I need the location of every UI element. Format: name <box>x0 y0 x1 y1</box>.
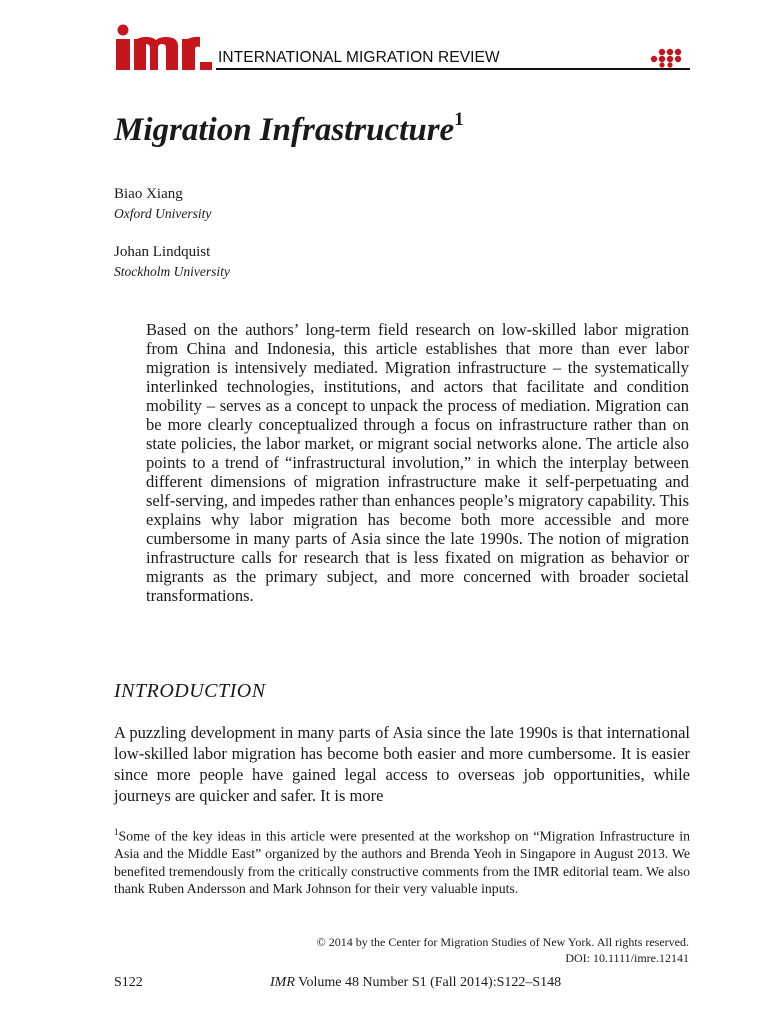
article-title <box>114 109 464 149</box>
author-affiliation: Stockholm University <box>114 264 230 279</box>
title-footnote-mark: 1 <box>454 109 464 130</box>
footnote <box>114 824 690 898</box>
copyright-block <box>189 934 689 966</box>
section-heading: INTRODUCTION <box>114 680 266 702</box>
author-name: Biao Xiang <box>114 186 183 202</box>
journal-header <box>114 22 690 78</box>
footnote-text: Some of the key ideas in this article were presented at the workshop on “Migration Infrastructure in Asia and the Middle East” organized by the authors and Brenda Yeoh in Singapore in August 2013. We benefited tremendously from the critically constructive comments from the IMR editorial team. We also thank Ruben Andersson and Mark Johnson for their very valuable inputs. <box>114 828 690 897</box>
journal-dots-icon <box>642 48 690 68</box>
doi: DOI: 10.1111/imre.12141 <box>565 951 689 965</box>
copyright-notice: © 2014 by the Center for Migration Studies of New York. All rights reserved. <box>316 935 689 949</box>
abstract: Based on the authors’ long-term field research on low-skilled labor migration from China and Indonesia, this article establishes that more than ever labor migration is intensively mediated. Migration infrastructure – the systematically interlinked technologies, institutions, and actors that facilitate and condition mobility – serves as a concept to unpack the process of mediation. Migration can be more clearly conceptualized through a focus on infrastructure rather than on state policies, the labor market, or migrant social networks alone. The article also points to a trend of “infrastructural involution,” in which the interplay between different dimensions of migration infrastructure make it self-perpetuating and self-serving, and impedes rather than enhances people’s migratory capability. This explains why labor migration has become both more accessible and more cumbersome in many parts of Asia since the late 1990s. The notion of migration infrastructure calls for research that is less fixated on migration as behavior or migrants as the primary subject, and more concerned with broader societal transformations. <box>146 320 689 605</box>
page-number: S122 <box>114 975 143 990</box>
header-rule <box>216 68 690 70</box>
article-title-text: Migration Infrastructure <box>114 112 455 148</box>
volume-text: Volume 48 Number S1 (Fall 2014):S122–S148 <box>298 975 562 990</box>
journal-abbrev: IMR <box>270 975 295 990</box>
journal-name: INTERNATIONAL MIGRATION REVIEW <box>218 49 500 66</box>
author-name: Johan Lindquist <box>114 244 211 260</box>
imr-logo <box>114 22 216 76</box>
author-affiliation: Oxford University <box>114 206 212 221</box>
body-paragraph: A puzzling development in many parts of Asia since the late 1990s is that international low-skilled labor migration has become both easier and more cumbersome. It is easier since more people have gained legal access to overseas job opportunities, while journeys are quicker and safer. It is more <box>114 723 690 805</box>
volume-info <box>270 975 561 991</box>
footnote-mark: 1 <box>114 827 119 837</box>
